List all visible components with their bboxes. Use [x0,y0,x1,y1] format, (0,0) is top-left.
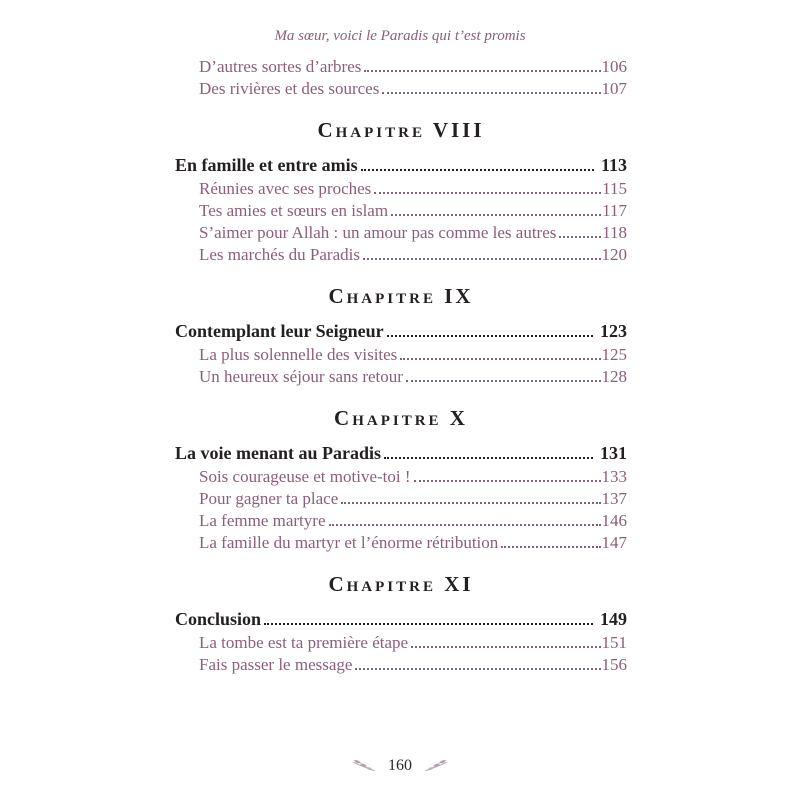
toc-entry-page: 118 [602,223,627,242]
toc-leader-dots [355,668,600,670]
toc-entry [175,466,627,488]
toc-entry [175,200,627,222]
toc-entry-page: 133 [601,467,627,486]
toc-entry-page: 123 [600,321,627,341]
toc-entry [175,222,627,244]
toc-entry [175,488,627,510]
toc-entry-label: Pour gagner ta place [199,489,339,508]
toc-entry [175,319,627,344]
toc-entry-page: 120 [601,245,627,264]
toc-leader-dots [374,192,601,194]
toc-entry-label: Des rivières et des sources [199,79,380,98]
toc-entry-page: 107 [601,79,627,98]
toc-entry-label: La famille du martyr et l’énorme rétribution [199,533,499,552]
toc-entry-page: 125 [601,345,627,364]
toc-entry [175,654,627,676]
toc-entry-label: La voie menant au Paradis [175,443,382,463]
toc-entry-label: Tes amies et sœurs en islam [199,201,389,220]
toc-entry-page: 117 [602,201,627,220]
toc-entry-page: 137 [601,489,627,508]
toc-leader-dots [411,646,600,648]
laurel-sprig-left-icon [351,759,377,773]
toc-entry-page: 147 [601,533,627,552]
toc-entry [175,56,627,78]
toc-entry [175,178,627,200]
toc-entry [175,78,627,100]
toc-entry [175,441,627,466]
toc-leader-dots [387,335,593,337]
toc-entry-label: D’autres sortes d’arbres [199,57,362,76]
toc-entry [175,153,627,178]
toc-leader-dots [363,258,601,260]
page-footer [0,757,800,775]
toc-leader-dots [364,70,600,72]
toc-leader-dots [264,623,593,625]
toc-entry [175,366,627,388]
toc-entry-page: 113 [600,155,627,175]
toc-entry-label: Un heureux séjour sans retour [199,367,403,386]
chapter-heading: Chapitre VIII [317,118,485,142]
toc-entry-label: La tombe est ta première étape [199,633,409,652]
toc-entry-label: S’aimer pour Allah : un amour pas comme les autres [199,223,557,242]
chapter-heading: Chapitre IX [328,284,474,308]
toc-entry-label: La femme martyre [199,511,326,530]
running-header: Ma sœur, voici le Paradis qui t’est promis [274,28,526,44]
toc-leader-dots [391,214,601,216]
table-of-contents [175,56,627,676]
toc-entry-label: Réunies avec ses proches [199,179,372,198]
toc-entry-label: Sois courageuse et motive-toi ! [199,467,411,486]
toc-entry-page: 106 [601,57,627,76]
toc-entry-page: 156 [601,655,627,674]
toc-leader-dots [384,457,593,459]
toc-leader-dots [329,524,601,526]
toc-leader-dots [406,380,601,382]
toc-entry-page: 149 [600,609,627,629]
page-number: 160 [388,757,412,774]
toc-entry-page: 128 [601,367,627,386]
toc-entry [175,244,627,266]
toc-entry-label: Contemplant leur Seigneur [175,321,384,341]
toc-leader-dots [361,169,594,171]
toc-entry-page: 146 [601,511,627,530]
toc-entry [175,344,627,366]
toc-entry-label: Fais passer le message [199,655,353,674]
toc-leader-dots [414,480,601,482]
toc-entry-page: 131 [600,443,627,463]
toc-entry [175,632,627,654]
toc-entry-page: 115 [602,179,627,198]
toc-entry [175,607,627,632]
toc-leader-dots [382,92,600,94]
toc-leader-dots [559,236,601,238]
laurel-sprig-right-icon [423,759,449,773]
toc-entry-label: La plus solennelle des visites [199,345,398,364]
toc-leader-dots [501,546,600,548]
chapter-heading: Chapitre X [334,406,468,430]
toc-leader-dots [341,502,600,504]
toc-entry-page: 151 [601,633,627,652]
toc-entry-label: Les marchés du Paradis [199,245,360,264]
toc-entry [175,510,627,532]
toc-entry-label: Conclusion [175,609,262,629]
toc-leader-dots [400,358,600,360]
toc-entry-label: En famille et entre amis [175,155,358,175]
toc-entry [175,532,627,554]
chapter-heading: Chapitre XI [328,572,474,596]
